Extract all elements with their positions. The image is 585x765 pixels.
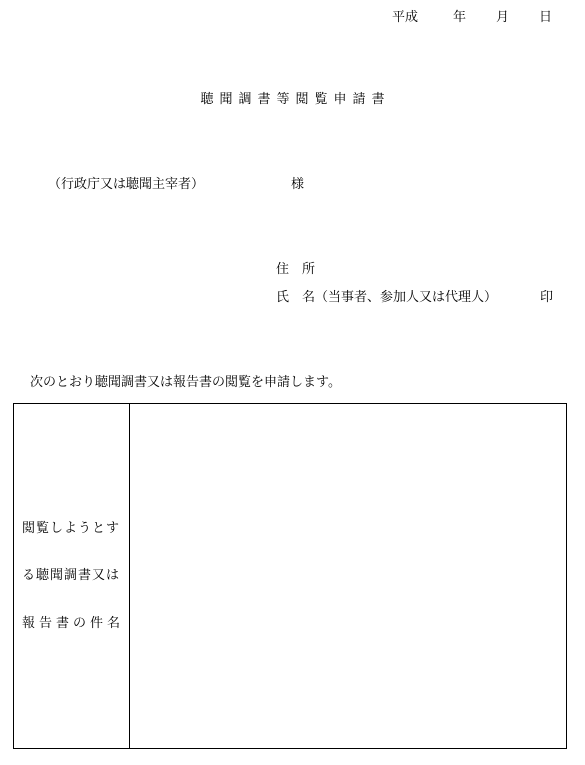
document-title: 聴聞調書等閲覧申請書 xyxy=(200,92,391,107)
date-year: 年 xyxy=(453,10,467,25)
date-month: 月 xyxy=(496,10,510,25)
addressee-honorific: 様 xyxy=(291,177,305,192)
applicant-address-label: 住 所 xyxy=(276,262,316,277)
request-table xyxy=(13,403,567,749)
intro-statement: 次のとおり聴聞調書又は報告書の閲覧を申請します。 xyxy=(30,375,341,390)
date-day: 日 xyxy=(539,10,553,25)
subject-label-line-1: 閲覧しようとす xyxy=(22,521,121,536)
subject-label-line-3: 報告書の件名 xyxy=(22,616,125,631)
applicant-name-label: 氏 名（当事者、参加人又は代理人） xyxy=(276,290,498,305)
subject-label-line-2: る聴聞調書又は xyxy=(22,568,121,583)
seal-mark: 印 xyxy=(540,290,554,305)
addressee-name: （行政庁又は聴聞主宰者） xyxy=(48,177,205,192)
date-era: 平成 xyxy=(392,10,419,25)
subject-value-cell[interactable] xyxy=(130,404,566,748)
